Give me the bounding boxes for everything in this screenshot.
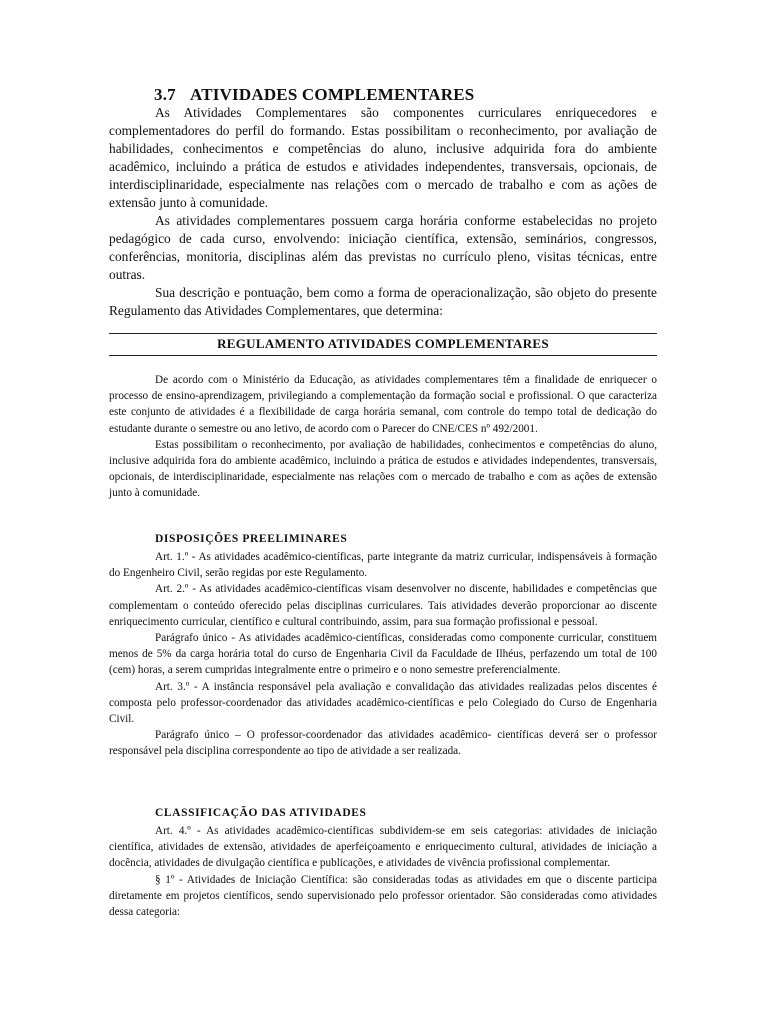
section-heading: [154, 85, 474, 105]
intro-text: [109, 104, 657, 320]
article-paragraph: Art. 2.º - As atividades acadêmico-científicas visam desenvolver no discente, habilidades e competências que complementam o conteúdo oferecido pelas disciplinas curriculares. Tais atividades deverão proporcionar ao discente enriquecimento curricular, científico e cultural contribuindo, assim, para sua formação profissional e pessoal.: [109, 583, 657, 628]
intro-paragraph: Sua descrição e pontuação, bem como a forma de operacionalização, são objeto do presente Regulamento das Atividades Complementares, que determina:: [109, 285, 657, 318]
article-paragraph: Art. 3.º - A instância responsável pela avaliação e convalidação das atividades realizadas pelos discentes é composta pelo professor-coordenador das atividades acadêmico-científicas e pelo Colegiado do Curso de Engenharia Civil.: [109, 680, 657, 726]
article-paragraph: Parágrafo único – O professor-coordenador das atividades acadêmico- científicas deverá ser o professor responsável pela disciplina correspondente ao tipo de atividade a ser realizada.: [109, 729, 657, 758]
section-number: 3.7: [154, 85, 176, 104]
regulamento-paragraph: De acordo com o Ministério da Educação, as atividades complementares têm a finalidade de enriquecer o processo de ensino-aprendizagem, privilegiando a complementação da formação social e profissional. O que caracteriza este conjunto de atividades é a flexibilidade de carga horária semanal, com controle do tempo total de dedicação do estudante durante o semestre ou ano letivo, de acordo com o Parecer do CNE/CES nº 492/2001.: [109, 374, 657, 435]
regulamento-title: REGULAMENTO ATIVIDADES COMPLEMENTARES: [217, 336, 549, 351]
classificacao-heading: CLASSIFICAÇÃO DAS ATIVIDADES: [155, 807, 367, 819]
regulamento-intro: [109, 372, 657, 502]
regulamento-paragraph: Estas possibilitam o reconhecimento, por avaliação de habilidades, conhecimentos e competências do aluno, inclusive adquirida fora do ambiente acadêmico, incluindo a prática de estudos e atividades independentes, transversais, opcionais, de interdisciplinaridade, especialmente nas relações com o mercado de trabalho e com as ações de extensão junto à comunidade.: [109, 438, 657, 500]
disposicoes-text: [109, 549, 657, 760]
intro-paragraph: As atividades complementares possuem carga horária conforme estabelecidas no projeto pedagógico de cada curso, envolvendo: iniciação científica, extensão, seminários, congressos, conferências, monitoria, disciplinas além das previstas no currículo pleno, visitas técnicas, entre outras.: [109, 213, 657, 282]
article-paragraph: Parágrafo único - As atividades acadêmico-científicas, consideradas como componente curricular, constituem menos de 5% da carga horária total do curso de Engenharia Civil da Faculdade de Ilhéus, perfazendo um total de 100 (cem) horas, a serem cumpridas integralmente entre o primeiro e o nono semestre preferencialmente.: [109, 632, 657, 677]
disposicoes-heading: DISPOSIÇÕES PREELIMINARES: [155, 533, 348, 545]
section-title: ATIVIDADES COMPLEMENTARES: [190, 85, 475, 104]
divider-bottom: [109, 355, 657, 356]
classificacao-text: [109, 823, 657, 920]
article-paragraph: Art. 1.º - As atividades acadêmico-científicas, parte integrante da matriz curricular, indispensáveis à formação do Engenheiro Civil, serão regidas por este Regulamento.: [109, 551, 657, 580]
article-paragraph: § 1º - Atividades de Iniciação Científica: são consideradas todas as atividades em que o discente participa diretamente em projetos científicos, sendo supervisionado pelo professor orientador. São consideradas como atividades dessa categoria:: [109, 873, 657, 919]
divider-top: [109, 333, 657, 334]
intro-paragraph: As Atividades Complementares são componentes curriculares enriquecedores e complementadores do perfil do formando. Estas possibilitam o reconhecimento, por avaliação de habilidades, conhecimentos e competências do aluno, inclusive adquirida fora do ambiente acadêmico, incluindo a prática de estudos e atividades independentes, transversais, opcionais, de interdisciplinaridade, especialmente nas relações com o mercado de trabalho e com as ações de extensão junto à comunidade.: [109, 105, 657, 210]
article-paragraph: Art. 4.º - As atividades acadêmico-científicas subdividem-se em seis categorias: atividades de iniciação científica, atividades de extensão, atividades de aperfeiçoamento e enriquecimento cultural, atividades de iniciação a docência, atividades de divulgação científica e publicações, e atividades de vivência profissional complementar.: [109, 825, 657, 870]
